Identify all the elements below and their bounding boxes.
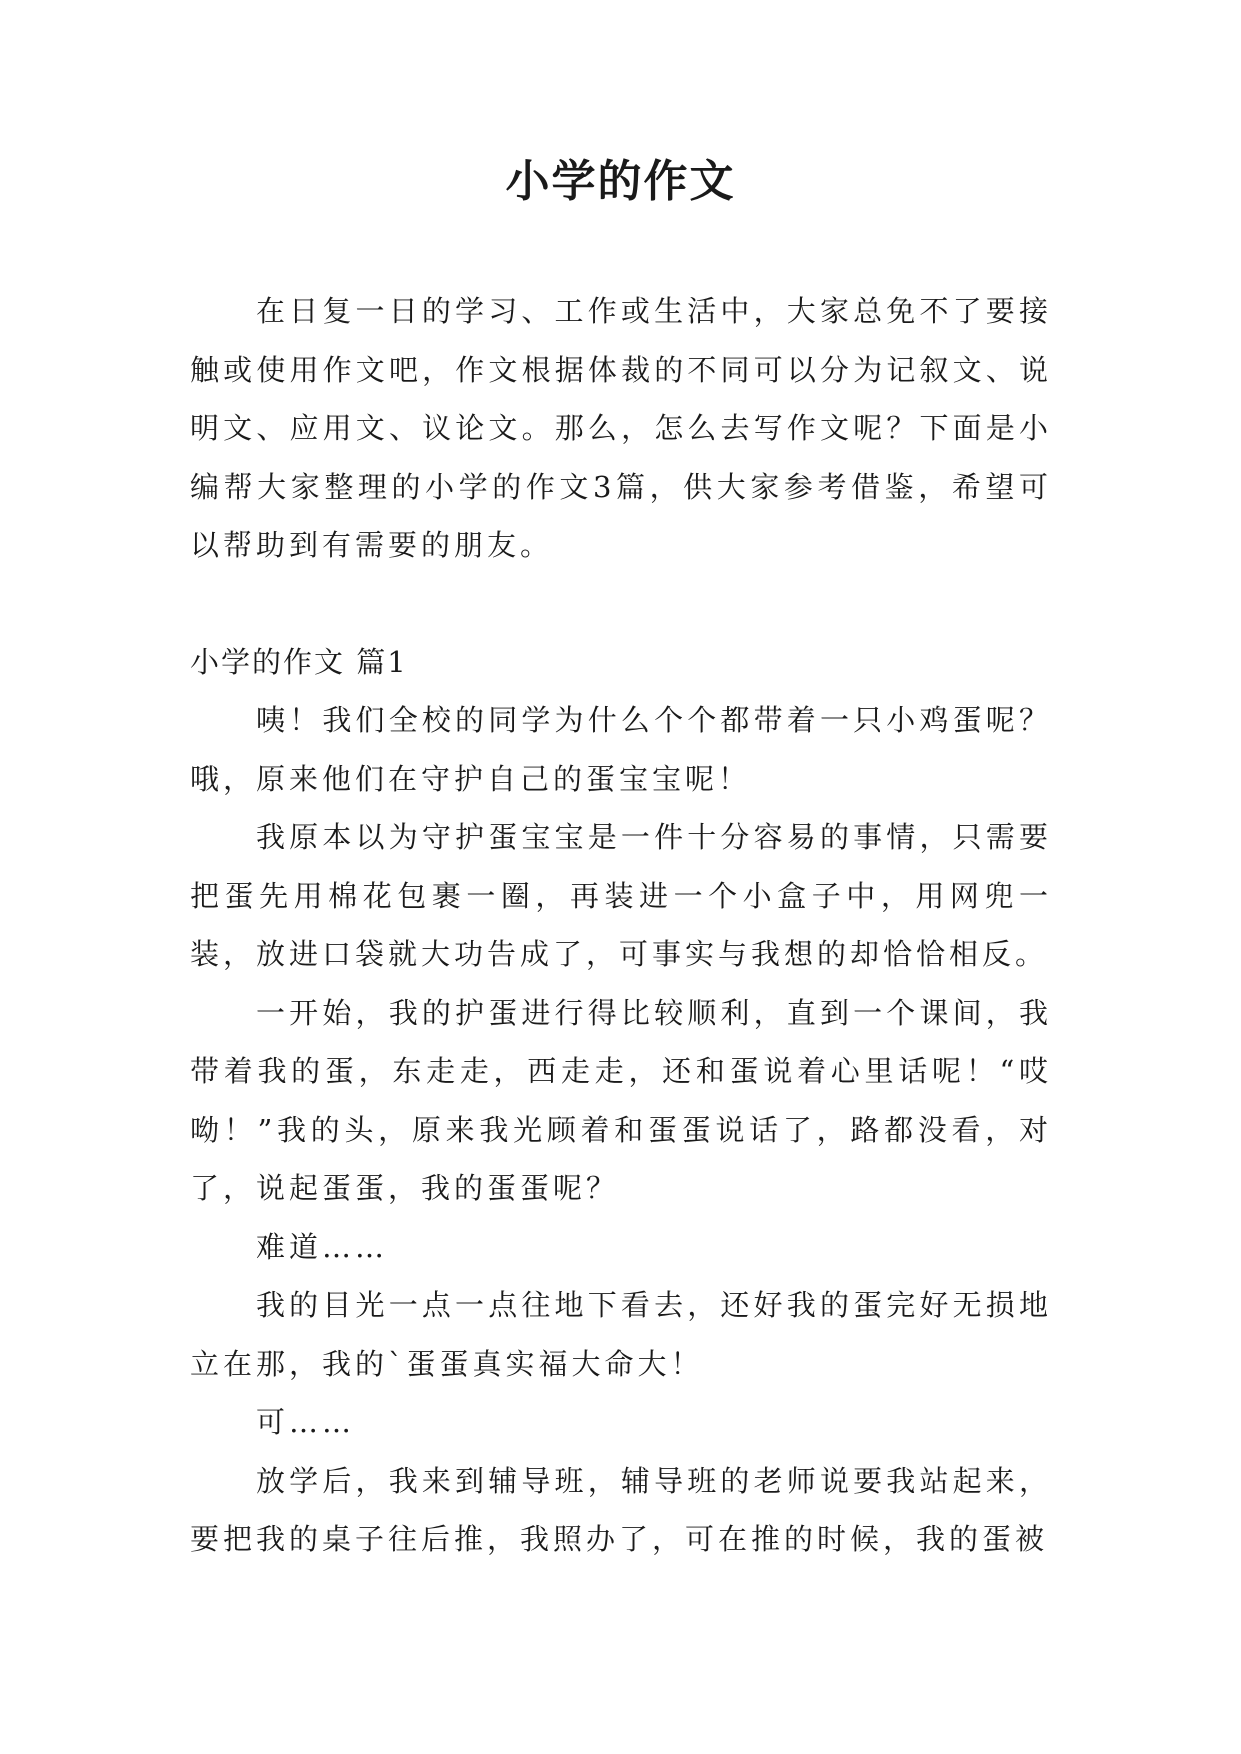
paragraph: 我的目光一点一点往地下看去，还好我的蛋完好无损地立在那，我的`蛋蛋真实福大命大！ (190, 1288, 1052, 1381)
paragraph: 可…… (256, 1405, 356, 1439)
section-heading: 小学的作文 篇1 (190, 644, 408, 679)
paragraph: 我原本以为守护蛋宝宝是一件十分容易的事情，只需要把蛋先用棉花包裹一圈，再装进一个小盒子中，用网兜一装，放进口袋就大功告成了，可事实与我想的却恰恰相反。 (190, 820, 1052, 971)
paragraph: 咦！我们全校的同学为什么个个都带着一只小鸡蛋呢？哦，原来他们在守护自己的蛋宝宝呢！ (190, 703, 1052, 796)
paragraph: 放学后，我来到辅导班，辅导班的老师说要我站起来，要把我的桌子往后推，我照办了，可在推的时候，我的蛋被 (190, 1463, 1052, 1556)
document-title: 小学的作文 (505, 156, 736, 207)
intro-paragraph: 在日复一日的学习、工作或生活中，大家总免不了要接触或使用作文吧，作文根据体裁的不同可以分为记叙文、说明文、应用文、议论文。那么，怎么去写作文呢？下面是小编帮大家整理的小学的作文3篇，供大家参考借鉴，希望可以帮助到有需要的朋友。 (190, 294, 1052, 562)
paragraph: 难道…… (256, 1229, 389, 1264)
paragraph: 一开始，我的护蛋进行得比较顺利，直到一个课间，我带着我的蛋，东走走，西走走，还和蛋说着心里话呢！“哎呦！”我的头，原来我光顾着和蛋蛋说话了，路都没看，对了，说起蛋蛋，我的蛋蛋呢？ (190, 995, 1052, 1205)
document-body (190, 282, 1052, 1569)
